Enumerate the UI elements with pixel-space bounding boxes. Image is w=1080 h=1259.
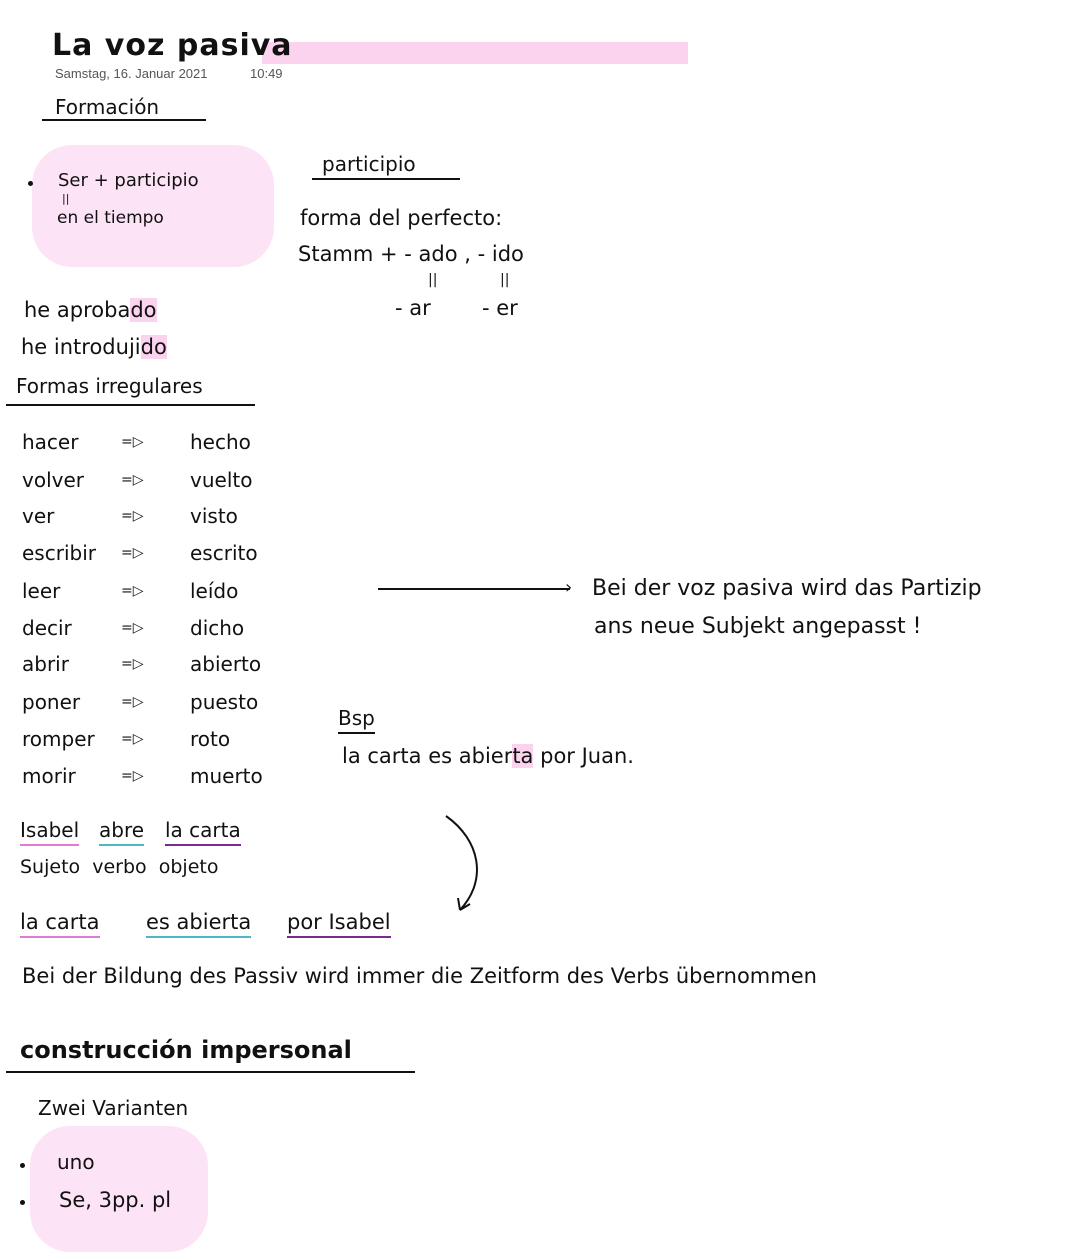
impersonal-underline <box>6 1071 415 1073</box>
irregular-infinitive: decir <box>22 616 72 640</box>
formacion-cloud <box>32 145 274 267</box>
irregulares-underline <box>6 404 255 406</box>
passive-subject: la carta <box>20 910 100 938</box>
passive-agent: por Isabel <box>287 910 391 938</box>
double-arrow-right-icon: =▷ <box>121 434 144 450</box>
impersonal-subheading: Zwei Varianten <box>38 1096 189 1120</box>
bsp-sentence-start: la carta es abier <box>342 744 513 768</box>
formacion-heading: Formación <box>55 95 160 119</box>
long-arrow-line <box>378 588 570 590</box>
participio-line1: forma del perfecto: <box>300 206 503 230</box>
participio-er: - er <box>482 296 518 320</box>
zeitform-note: Bei der Bildung des Passiv wird immer die Zeitform des Verbs übernommen <box>22 964 817 988</box>
curved-arrow-icon <box>440 810 490 920</box>
bsp-label: Bsp <box>338 706 375 734</box>
irregular-participle: dicho <box>190 616 245 640</box>
impersonal-bullet-se: Se, 3pp. pl <box>59 1188 172 1212</box>
double-arrow-right-icon: =▷ <box>121 694 144 710</box>
example-aprobado-ending: do <box>130 298 157 322</box>
irregular-participle: escrito <box>190 541 258 565</box>
example-aprobado <box>24 298 157 322</box>
bullet-dot <box>20 1200 25 1205</box>
double-arrow-right-icon: =▷ <box>121 620 144 636</box>
irregular-infinitive: leer <box>22 579 61 603</box>
example-introdujido-ending: do <box>140 335 167 359</box>
page-date: Samstag, 16. Januar 2021 <box>55 66 208 81</box>
double-arrow-right-icon: =▷ <box>121 656 144 672</box>
note-line2: ans neue Subjekt angepasst ! <box>594 614 922 639</box>
double-arrow-right-icon: =▷ <box>121 768 144 784</box>
irregular-infinitive: poner <box>22 690 81 714</box>
irregular-infinitive: abrir <box>22 652 69 676</box>
irregular-infinitive: morir <box>22 764 76 788</box>
bullet-dot <box>28 181 33 186</box>
formacion-rule-line1: Ser + participio <box>58 170 199 191</box>
example-aprobado-stem: he aproba <box>24 298 131 322</box>
participio-eq2: || <box>500 272 510 288</box>
irregular-participle: leído <box>190 579 239 603</box>
bsp-sentence-ending: ta <box>512 744 534 768</box>
impersonal-heading: construcción impersonal <box>20 1036 352 1064</box>
formacion-rule-line2: en el tiempo <box>57 208 164 228</box>
irregular-infinitive: hacer <box>22 430 79 454</box>
irregular-participle: hecho <box>190 430 251 454</box>
irregular-infinitive: romper <box>22 727 95 751</box>
double-arrow-right-icon: =▷ <box>121 545 144 561</box>
irregular-infinitive: ver <box>22 504 55 528</box>
double-arrow-right-icon: =▷ <box>121 583 144 599</box>
note-line1: Bei der voz pasiva wird das Partizip <box>592 576 982 601</box>
irregular-infinitive: escribir <box>22 541 96 565</box>
active-subject: Isabel <box>20 818 79 846</box>
double-arrow-right-icon: =▷ <box>121 731 144 747</box>
bsp-sentence <box>342 744 634 768</box>
irregular-participle: muerto <box>190 764 263 788</box>
arrow-right-icon: › <box>565 577 573 598</box>
active-roles: Sujeto verbo objeto <box>20 856 219 878</box>
page-title: La voz pasiva <box>52 28 293 63</box>
irregular-participle: visto <box>190 504 238 528</box>
bullet-dot <box>20 1163 25 1168</box>
example-introdujido-stem: he introduji <box>21 335 141 359</box>
double-arrow-right-icon: =▷ <box>121 508 144 524</box>
irregular-participle: abierto <box>190 652 262 676</box>
participio-ar: - ar <box>395 296 431 320</box>
impersonal-bullet-uno: uno <box>57 1150 95 1174</box>
irregulares-heading: Formas irregulares <box>16 374 203 398</box>
irregular-participle: roto <box>190 727 231 751</box>
active-verb: abre <box>99 818 144 846</box>
passive-verb: es abierta <box>146 910 251 938</box>
participio-eq1: || <box>428 272 438 288</box>
irregular-infinitive: volver <box>22 468 84 492</box>
double-arrow-right-icon: =▷ <box>121 472 144 488</box>
example-introdujido <box>21 335 167 359</box>
formacion-underline <box>42 119 206 121</box>
bsp-sentence-end: por Juan. <box>533 744 634 768</box>
title-highlight <box>262 42 688 64</box>
irregular-participle: vuelto <box>190 468 253 492</box>
participio-heading: participio <box>322 152 416 176</box>
irregular-participle: puesto <box>190 690 259 714</box>
participio-underline <box>312 178 460 180</box>
page-time: 10:49 <box>250 66 283 81</box>
participio-line2: Stamm + - ado , - ido <box>298 242 524 266</box>
formacion-equals: || <box>62 192 70 205</box>
active-object: la carta <box>165 818 241 846</box>
